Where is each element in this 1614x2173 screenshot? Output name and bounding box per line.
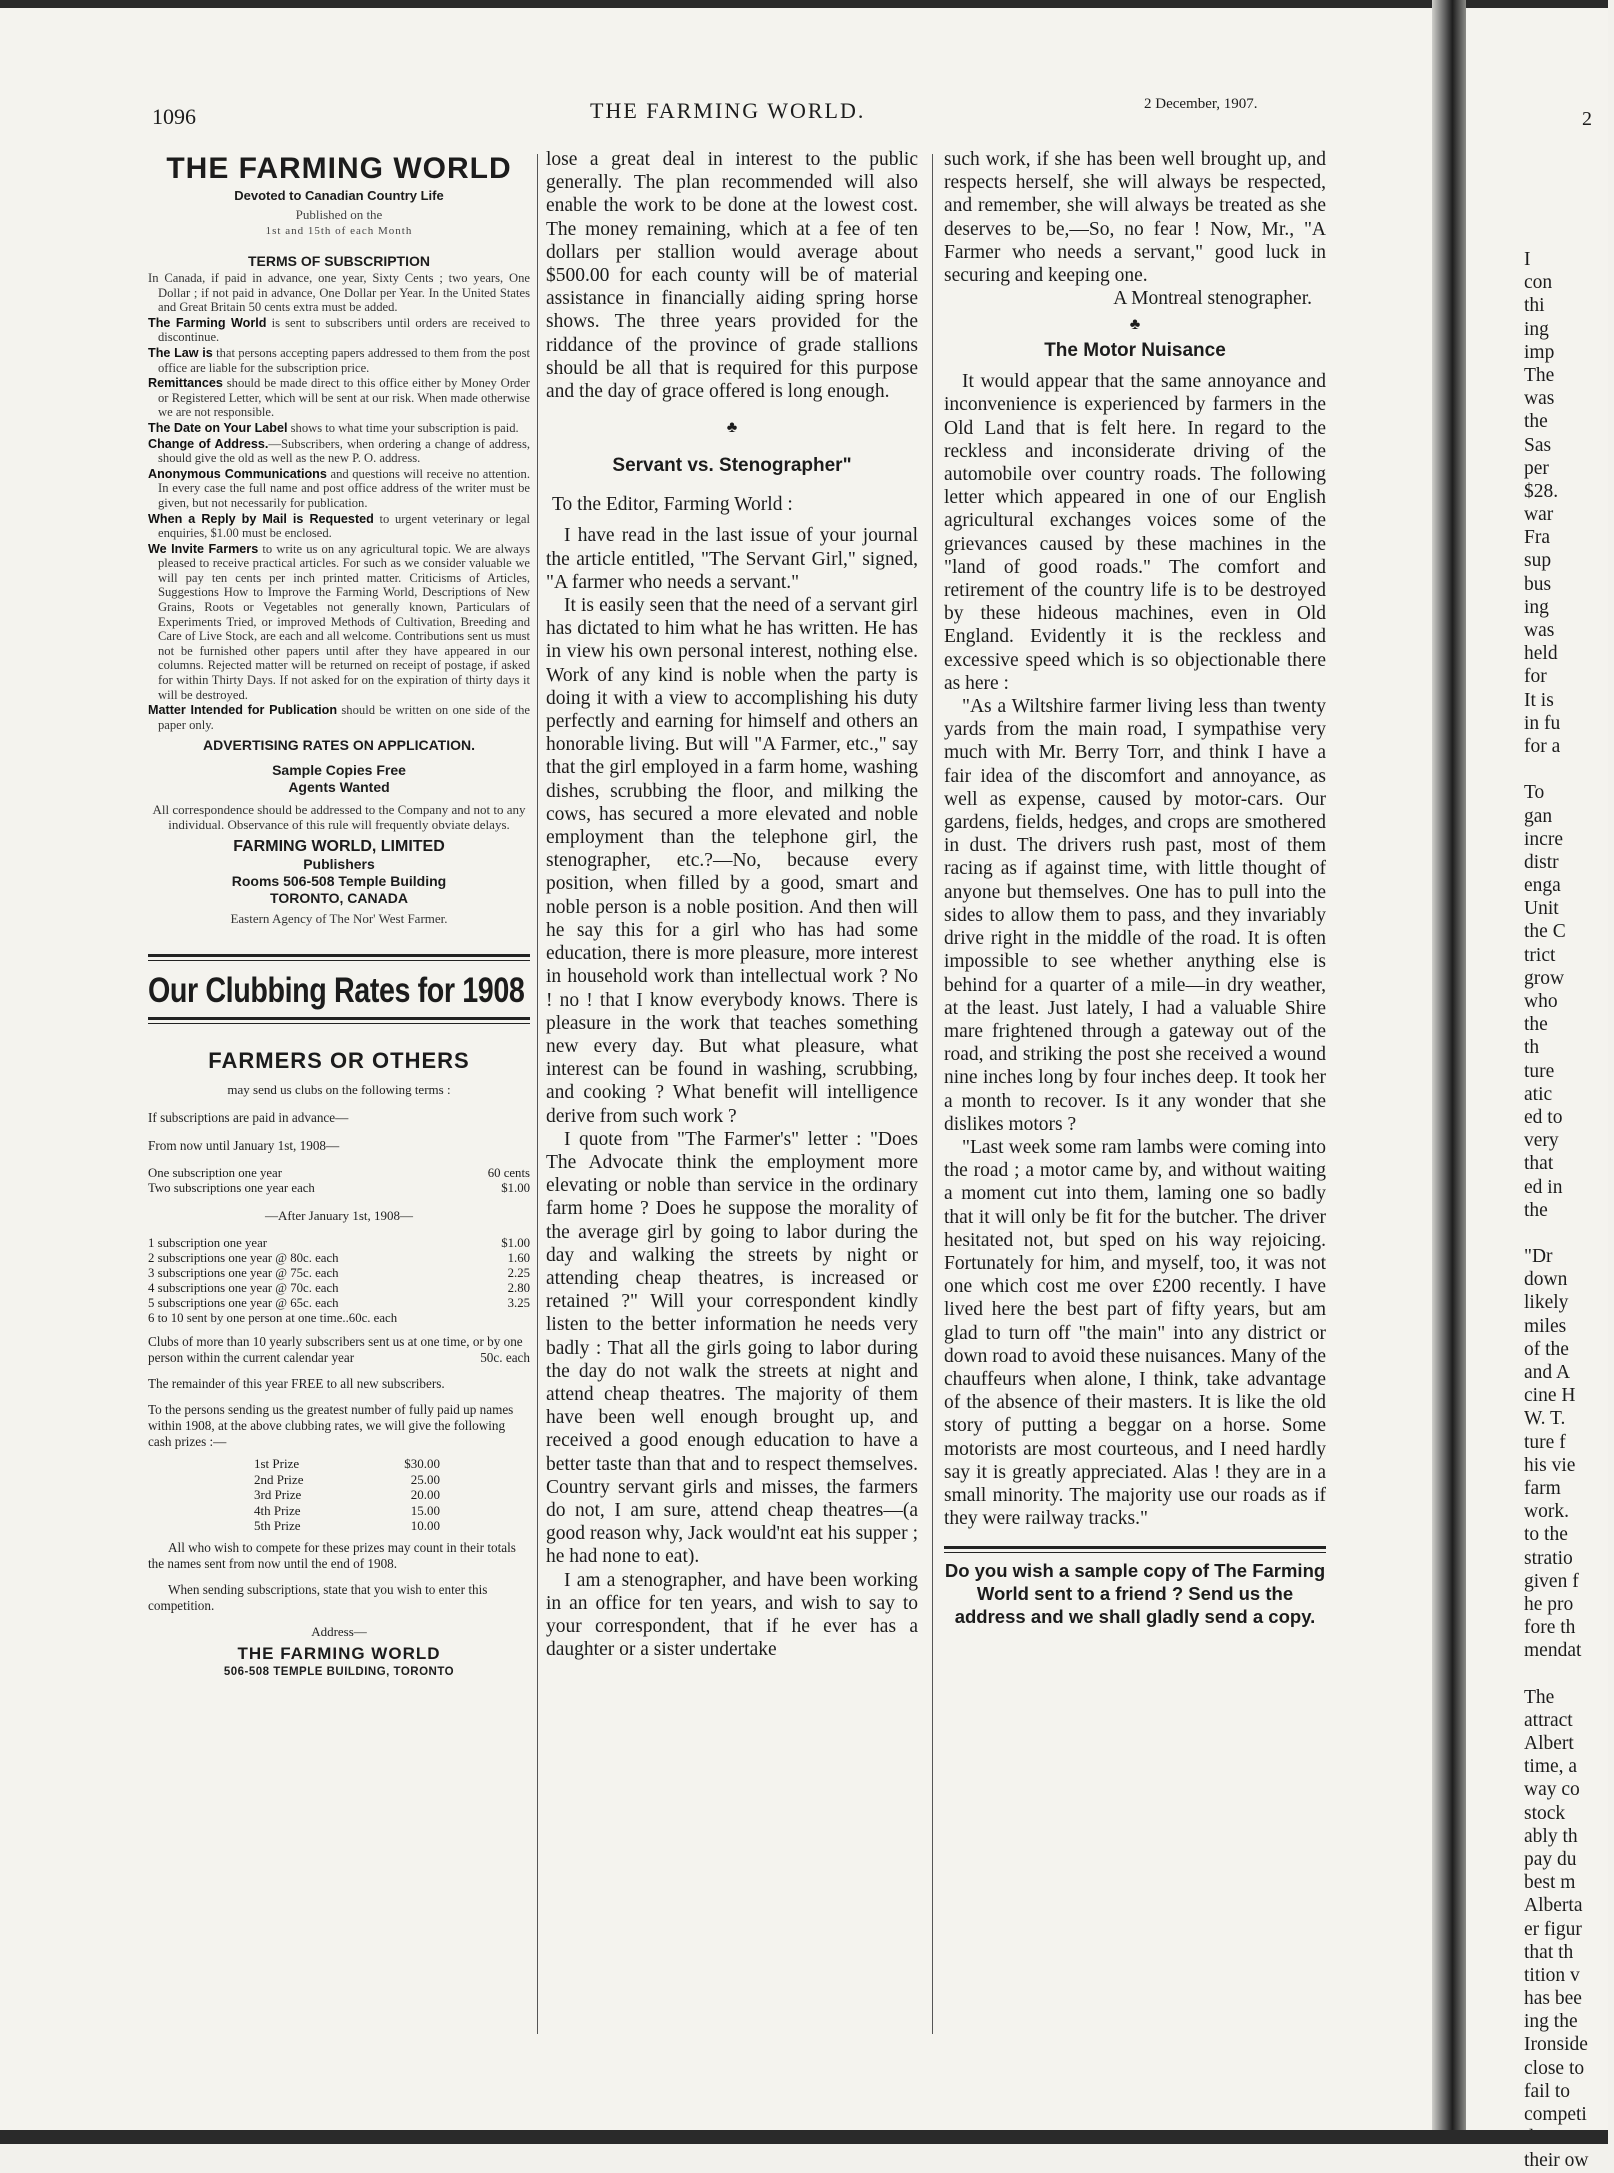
- facing-page-line: [1524, 1662, 1614, 1685]
- rate-price: $1.00: [501, 1236, 530, 1251]
- clubs-more-text: Clubs of more than 10 yearly subscribers sent us at one time, or by one person within the current calendar year: [148, 1334, 523, 1366]
- prize-label: 1st Prize: [254, 1456, 300, 1472]
- facing-page-line: held: [1524, 643, 1558, 665]
- facing-page-line: the: [1524, 1014, 1548, 1036]
- address-street: 506-508 TEMPLE BUILDING, TORONTO: [223, 1665, 455, 1678]
- facing-page-line: "Dr: [1524, 1246, 1553, 1268]
- rate-price: $1.00: [501, 1181, 530, 1196]
- address-label: Address—: [311, 1623, 367, 1639]
- facing-page-line: th: [1524, 1037, 1540, 1059]
- facing-page-line: his vie: [1524, 1454, 1576, 1476]
- facing-page-text: [1524, 248, 1614, 2173]
- article-paragraph: It would appear that the same annoyance and inconvenience is experienced by farmers in the Old Land that is felt here. In regard to the reckless and inconsiderate driving of the automobile over country roads. The following letter which appeared in one of our English agricultural exchanges voices some of the grievances caused by these machines in the "land of good roads." The comfort and retirement of the country life is to be destroyed by these hideous machines, even in Old England. Evidently it is the reckless and excessive speed which is so objectionable there as here :: [944, 371, 1326, 694]
- letter-paragraph: I have read in the last issue of your journal the article entitled, "The Servant Girl," signed, "A farmer who needs a servant.": [546, 525, 918, 593]
- letter-paragraph: I quote from "The Farmer's" letter : "Does The Advocate think the employment more elevating or noble than service in the ordinary farm home ? Does he suppose the morality of the average girl by going to labor during the day and walking the streets by night or attending cheap theatres, is increased or retained ?" Will your correspondent kindly listen to the better information he needs very badly : That all the girls going to labor during the day do not walk the streets at night and attend cheap theatres. The majority of them have been well enough brought up, and received a good enough education to have a better taste than that and to respect themselves. Country servant girls and misses, the farmers do not, I am sure, attend cheap theatres—(a good reason why, Jack would'nt eat his supper ; he had none to eat).: [546, 1128, 918, 1568]
- early-rates: [148, 1166, 530, 1196]
- scan-edge: [0, 2130, 1608, 2144]
- facing-page-line: miles: [1524, 1315, 1567, 1337]
- facing-page-line: Albert: [1524, 1733, 1574, 1754]
- prize-row: [254, 1456, 440, 1472]
- address-name: THE FARMING WORLD: [237, 1643, 441, 1663]
- facing-page-line: ing: [1524, 318, 1549, 340]
- terms-item: Remittances should be made direct to this office either by Money Order or Registered Letter, which will be sent at our risk. When made otherwise we are not responsible.: [148, 376, 530, 420]
- prize-label: 2nd Prize: [254, 1471, 304, 1487]
- facing-page-line: per: [1524, 457, 1549, 479]
- prize-amount: 10.00: [410, 1518, 440, 1534]
- facing-page-line: atic: [1524, 1083, 1553, 1105]
- facing-page-line: fore th: [1524, 1617, 1576, 1639]
- facing-page-line: he pro: [1524, 1593, 1574, 1615]
- article-heading: The Motor Nuisance: [1044, 340, 1226, 362]
- sample-copies: Sample Copies Free: [272, 762, 406, 779]
- running-head: THE FARMING WORLD.: [590, 98, 866, 123]
- salutation: To the Editor, Farming World :: [552, 494, 793, 516]
- prize-row: [254, 1503, 440, 1519]
- continuation-paragraph: such work, if she has been well brought up, and respects herself, she will always be respected, and remember, she will always be treated as she deserves to be,—So, no fear ! Now, Mr., "A Farmer who needs a servant," good luck in securing and keeping one.: [944, 149, 1326, 287]
- masthead-subtitle: Devoted to Canadian Country Life: [234, 188, 444, 203]
- prize-label: 5th Prize: [254, 1518, 301, 1534]
- facing-page-line: stratio: [1524, 1547, 1573, 1569]
- rate-label: 5 subscriptions one year @ 65c. each: [148, 1296, 339, 1311]
- prize-amount: 20.00: [410, 1487, 440, 1503]
- ornament-icon: ♣: [726, 419, 738, 437]
- column-rule: [932, 154, 933, 2034]
- facing-page-line: ably th: [1524, 1825, 1578, 1847]
- facing-page-line: ed to: [1524, 1106, 1563, 1128]
- facing-page-line: ed in: [1524, 1176, 1563, 1198]
- terms-item-lead: The Law is: [148, 345, 213, 360]
- rate-label: 3 subscriptions one year @ 75c. each: [148, 1266, 339, 1281]
- facing-page-line: [1524, 1222, 1614, 1245]
- terms-item-lead: Change of Address.: [148, 436, 269, 451]
- letter-paragraph: I am a stenographer, and have been working in an office for ten years, and wish to say to your correspondent, that if he ever has a daughter or a sister undertake: [546, 1569, 918, 1661]
- prize-list: [254, 1456, 440, 1534]
- rate-price: 3.25: [507, 1296, 530, 1311]
- after-heading: —After January 1st, 1908—: [264, 1208, 414, 1224]
- facing-page-line: cine H: [1524, 1385, 1576, 1407]
- facing-page-line: con: [1524, 272, 1553, 294]
- letter-body: [546, 493, 918, 1661]
- rate-row: [148, 1296, 530, 1311]
- publishers-label: Publishers: [303, 856, 375, 873]
- terms-item: We Invite Farmers to write us on any agricultural topic. We are always pleased to receive practical articles. For such as we consider valuable we will pay ten cents per inch printed matter. Criticisms of Articles, Suggestions How to Improve the Farming World, Descriptions of New Grains, Roots or Vegetables not generally known, Particulars of Experiments Tried, or improved Methods of Cultivation, Breeding and Care of Live Stock, are each and all welcome. Contributions sent us must not be furnished other papers until after they have appeared in our columns. Rejected matter will be returned on receipt of postage, if asked for within Thirty Days. If not asked for on the expiration of thirty days it will be destroyed.: [148, 541, 530, 702]
- clubbing-title: Our Clubbing Rates for 1908: [148, 971, 525, 1011]
- facing-page-line: time, a: [1524, 1756, 1578, 1778]
- publisher-rooms: Rooms 506-508 Temple Building: [231, 873, 447, 890]
- published-note: Published on the: [295, 207, 383, 222]
- facing-page-line: who: [1524, 991, 1558, 1012]
- facing-page-line: for: [1524, 666, 1547, 688]
- continuation-paragraph: lose a great deal in interest to the public generally. The plan recommended will also enable the work to be done at the lowest cost. The money remaining, which at a fee of ten dollars per stallion would average about $500.00 for each county will be of material assistance in financially aiding spring horse shows. The three years provided for the riddance of the province of grade stallions should be all that is required for this purpose and the day of grace offered is long enough.: [546, 149, 918, 403]
- facing-page-line: Alberta: [1524, 1895, 1583, 1917]
- terms-item-lead: When a Reply by Mail is Requested: [148, 511, 374, 526]
- rate-label: One subscription one year: [148, 1166, 282, 1181]
- motor-article-body: [944, 370, 1326, 1530]
- facing-page-line: very: [1524, 1130, 1559, 1152]
- article-column-2: [546, 148, 918, 1661]
- facing-page-line: bus: [1524, 573, 1552, 595]
- terms-item-lead: The Date on Your Label: [148, 420, 288, 435]
- correspondence-note: All correspondence should be addressed to the Company and not to any individual. Observance of this rule will frequently obviate delays.: [152, 802, 526, 833]
- facing-page-line: To: [1524, 782, 1545, 804]
- facing-page-line: way co: [1524, 1779, 1580, 1801]
- rate-price: 1.60: [507, 1251, 530, 1266]
- promo-rule: [944, 1546, 1326, 1553]
- compete-note: All who wish to compete for these prizes may count in their totals the names sent from now until the end of 1908.: [148, 1539, 516, 1571]
- facing-page-line: best m: [1524, 1872, 1576, 1894]
- facing-page-line: the C: [1524, 921, 1566, 943]
- article-paragraph: "As a Wiltshire farmer living less than twenty yards from the main road, I sympathise very much with Mr. Berry Torr, and think I have a fair idea of the discomfort and annoyance, as well as expense, caused by motor-cars. Our gardens, fields, hedges, and crops are smothered in dust. The drivers rush past, most of them racing as if against time, with little thought of anyone but themselves. One has to pull into the sides to allow them to pass, and they invariably drive right in the middle of the road. It is often impossible to see whether anything else is behind for a quarter of a mile—in dry weather, at the least. Just lately, I had a valuable Shire mare frightened through a gateway out of the road, and striking the post she received a wound nine inches long by four inches deep. It took her a month to recover. Is it any wonder that she dislikes motors ?: [944, 696, 1326, 1135]
- facing-page-line: grow: [1524, 967, 1565, 989]
- facing-page-line: Sas: [1524, 434, 1552, 456]
- column-rule: [537, 154, 538, 2034]
- facing-page-line: ing the: [1524, 2011, 1578, 2033]
- agents-wanted: Agents Wanted: [288, 779, 390, 796]
- publisher-name: FARMING WORLD, LIMITED: [233, 838, 445, 856]
- facing-page-line: in fu: [1524, 712, 1561, 734]
- letter-paragraph: It is easily seen that the need of a servant girl has dictated to him what he has written. He has in view his own personal interest, nothing else. Work of any kind is noble when the party is doing it with a view to accomplishing his duty perfectly and earning for himself and others an honorable living. But will "A Farmer, etc.," say that the girl employed in a farm home, washing dishes, scrubbing the floor, and milking the cows, has secured a more elevated and noble employment than the telephone girl, the stenographer, etc.?—No, because every position, when filled by a good, smart and noble person is a noble position. And then will he say this for a girl who has had some education, there is more pleasure, more interest in household work than intellectual work ? No ! no ! that I know everybody knows. There is pleasure in the work that teaches something new every day. But what pleasure, what interest can be found in washing, scrubbing, and cooking ? What benefit will intelligence derive from such work ?: [546, 595, 918, 1127]
- remainder-free: The remainder of this year FREE to all new subscribers.: [148, 1376, 445, 1392]
- rate-row: [148, 1236, 530, 1251]
- terms-heading: TERMS OF SUBSCRIPTION: [247, 253, 430, 269]
- prize-amount: 15.00: [410, 1502, 440, 1518]
- terms-item: The Farming World is sent to subscribers until orders are received to discontinue.: [148, 315, 531, 345]
- rate-label: 2 subscriptions one year @ 80c. each: [148, 1251, 339, 1266]
- terms-list: [148, 271, 530, 732]
- facing-page-line: stock: [1524, 1802, 1566, 1824]
- facing-page-line: mendat: [1524, 1640, 1582, 1662]
- scan-edge: [0, 0, 1608, 8]
- terms-item: When a Reply by Mail is Requested to urgent veterinary or legal enquiries, $1.00 must be enclosed.: [148, 511, 530, 541]
- facing-page-line: enga: [1524, 875, 1561, 897]
- letter-paragraphs: [546, 524, 918, 1661]
- terms-item-lead: We Invite Farmers: [148, 541, 259, 556]
- facing-page-line: competi: [1524, 2104, 1587, 2125]
- facing-page-line: ture f: [1524, 1431, 1566, 1453]
- facing-page-sliver: [1466, 8, 1608, 2172]
- facing-page-line: fail to: [1524, 2080, 1571, 2102]
- terms-item-lead: Anonymous Communications: [148, 466, 327, 481]
- facing-page-line: Ironside: [1524, 2034, 1588, 2056]
- publisher-city: TORONTO, CANADA: [270, 890, 408, 907]
- advertising-note: ADVERTISING RATES ON APPLICATION.: [203, 737, 475, 754]
- terms-item-lead: Matter Intended for Publication: [148, 703, 338, 718]
- facing-page-line: thi: [1524, 295, 1545, 317]
- facing-page-line: that: [1524, 1153, 1554, 1175]
- from-now: From now until January 1st, 1908—: [148, 1138, 340, 1154]
- facing-page-number: 2: [1582, 108, 1592, 130]
- rate-label: 1 subscription one year: [148, 1236, 268, 1251]
- page-number: 1096: [152, 104, 196, 129]
- masthead-title: THE FARMING WORLD: [166, 152, 512, 185]
- facing-page-line: Fra: [1524, 527, 1550, 549]
- facing-page-line: war: [1524, 504, 1554, 526]
- published-days: 1st and 15th of each Month: [265, 225, 413, 237]
- prize-label: 3rd Prize: [254, 1487, 302, 1503]
- facing-page-line: for a: [1524, 735, 1561, 757]
- rate-label: Two subscriptions one year each: [148, 1181, 315, 1196]
- facing-page-line: work.: [1524, 1501, 1569, 1523]
- facing-page-line: the: [1524, 411, 1548, 433]
- facing-page-line: likely: [1524, 1292, 1569, 1314]
- facing-page-line: farm: [1524, 1477, 1561, 1499]
- facing-page-line: attract: [1524, 1709, 1573, 1731]
- rate-price: 60 cents: [487, 1166, 530, 1181]
- terms-item: Matter Intended for Publication should be written on one side of the paper only.: [148, 703, 530, 732]
- facing-page-line: has bee: [1524, 1988, 1582, 2010]
- facing-page-line: The: [1524, 1686, 1555, 1708]
- terms-item: In Canada, if paid in advance, one year, Sixty Cents ; two years, One Dollar ; if not paid in advance, One Dollar per Year. In the United States and Great Britain 50 cents extra must be added.: [148, 271, 530, 315]
- rate-row: [148, 1166, 530, 1181]
- facing-page-line: incre: [1524, 828, 1563, 850]
- prize-amount: 25.00: [410, 1471, 440, 1487]
- sending-note: When sending subscriptions, state that you wish to enter this competition.: [148, 1581, 488, 1613]
- newspaper-page: [0, 8, 1432, 2130]
- facing-page-line: It is: [1524, 689, 1554, 711]
- rate-label: 4 subscriptions one year @ 70c. each: [148, 1281, 339, 1296]
- facing-page-line: The: [1524, 364, 1555, 386]
- prize-intro: To the persons sending us the greatest number of fully paid up names within 1908, at the above clubbing rates, we will give the following cash prizes :—: [148, 1402, 514, 1450]
- facing-page-line: to the: [1524, 1524, 1568, 1546]
- rate-row: [148, 1311, 530, 1326]
- facing-page-line: $28.: [1524, 480, 1559, 502]
- facing-page-line: Unit: [1524, 898, 1559, 920]
- facing-page-line: [1524, 758, 1614, 781]
- masthead-column: [148, 148, 530, 1678]
- facing-page-line: er figur: [1524, 1918, 1582, 1940]
- article-heading: Servant vs. Stenographer": [612, 455, 852, 477]
- facing-page-line: I: [1524, 249, 1531, 270]
- facing-page-line: given f: [1524, 1570, 1579, 1592]
- facing-page-line: sup: [1524, 550, 1552, 572]
- facing-page-line: distr: [1524, 851, 1559, 873]
- rate-row: [148, 1281, 530, 1296]
- facing-page-line: their ow: [1524, 2150, 1589, 2172]
- terms-item: Change of Address.—Subscribers, when ordering a change of address, should give the old as well as the new P. O. address.: [148, 436, 530, 466]
- book-gutter: [1432, 0, 1466, 2144]
- prize-row: [254, 1472, 440, 1488]
- terms-item-lead: Remittances: [148, 376, 223, 391]
- eastern-agency: Eastern Agency of The Nor' West Farmer.: [230, 911, 448, 927]
- rate-price: 2.80: [507, 1281, 530, 1296]
- prize-label: 4th Prize: [254, 1502, 301, 1518]
- article-paragraph: "Last week some ram lambs were coming into the road ; a motor came by, and without waiting a moment cut into them, laming one so badly that it will only be fit for the butcher. The driver hesitated not, but sped on his way rejoicing. Fortunately for him, and myself, too, it was not one which cost me over £200 recently. I have lived here the best part of fifty years, but am glad to turn off "the main" into any district or down road to avoid these nuisances. Many of the chauffeurs when alone, I think, take advantage of the absence of their masters. It is like the old story of putting a beggar on a horse. Some motorists are most courteous, and I need hardly say it is greatly appreciated. Alas ! they are in a small minority. The majority use our roads as if they were railway tracks.": [944, 1136, 1326, 1530]
- facing-page-line: and A: [1524, 1362, 1571, 1383]
- ornament-icon: ♣: [1129, 316, 1141, 334]
- article-continuation: [546, 148, 918, 403]
- terms-item: The Date on Your Label shows to what time your subscription is paid.: [148, 420, 519, 435]
- clubbing-heading: FARMERS OR OTHERS: [208, 1048, 470, 1074]
- facing-page-line: W. T.: [1524, 1408, 1566, 1430]
- facing-page-line: the: [1524, 1199, 1548, 1221]
- issue-date: 2 December, 1907.: [1144, 96, 1258, 112]
- facing-page-line: was: [1524, 388, 1555, 410]
- article-column-3: [944, 148, 1326, 1628]
- prize-amount: $30.00: [404, 1456, 440, 1472]
- letter-signature: A Montreal stenographer.: [1113, 288, 1312, 310]
- rate-row: [148, 1266, 530, 1281]
- prize-row: [254, 1487, 440, 1503]
- facing-page-line: was: [1524, 620, 1555, 641]
- facing-page-line: close to: [1524, 2057, 1585, 2079]
- clubs-more: [148, 1334, 530, 1366]
- facing-page-line: trict: [1524, 944, 1556, 966]
- letter-continuation: [944, 148, 1326, 287]
- rate-row: [148, 1181, 530, 1196]
- rate-label: 6 to 10 sent by one person at one time..60c. each: [148, 1311, 398, 1326]
- facing-page-line: pay du: [1524, 1848, 1577, 1870]
- facing-page-line: tition v: [1524, 1964, 1580, 1986]
- sample-copy-promo: Do you wish a sample copy of The Farming World sent to a friend ? Send us the address and we shall gladly send a copy.: [944, 1560, 1326, 1628]
- terms-item-lead: The Farming World: [148, 315, 267, 330]
- terms-item: The Law is that persons accepting papers addressed to them from the post office are liable for the subscription price.: [148, 345, 530, 375]
- facing-page-line: down: [1524, 1269, 1568, 1291]
- facing-page-line: imp: [1524, 341, 1555, 363]
- later-rates: [148, 1236, 530, 1326]
- terms-item: Anonymous Communications and questions will receive no attention. In every case the full name and post office address of the writer must be given, but not necessarily for publication.: [148, 466, 530, 510]
- facing-page-line: ing: [1524, 596, 1549, 618]
- rate-row: [148, 1251, 530, 1266]
- section-rule: [148, 954, 530, 961]
- facing-page-line: of the: [1524, 1338, 1569, 1360]
- clubbing-intro: may send us clubs on the following terms :: [227, 1082, 451, 1098]
- facing-page-line: ture: [1524, 1060, 1555, 1082]
- clubs-more-price: 50c. each: [480, 1350, 530, 1366]
- section-rule: [148, 1017, 530, 1024]
- paid-in-advance: If subscriptions are paid in advance—: [148, 1110, 349, 1126]
- facing-page-line: gan: [1524, 805, 1553, 827]
- rate-price: 2.25: [507, 1266, 530, 1281]
- facing-page-line: that th: [1524, 1941, 1574, 1963]
- prize-row: [254, 1518, 440, 1534]
